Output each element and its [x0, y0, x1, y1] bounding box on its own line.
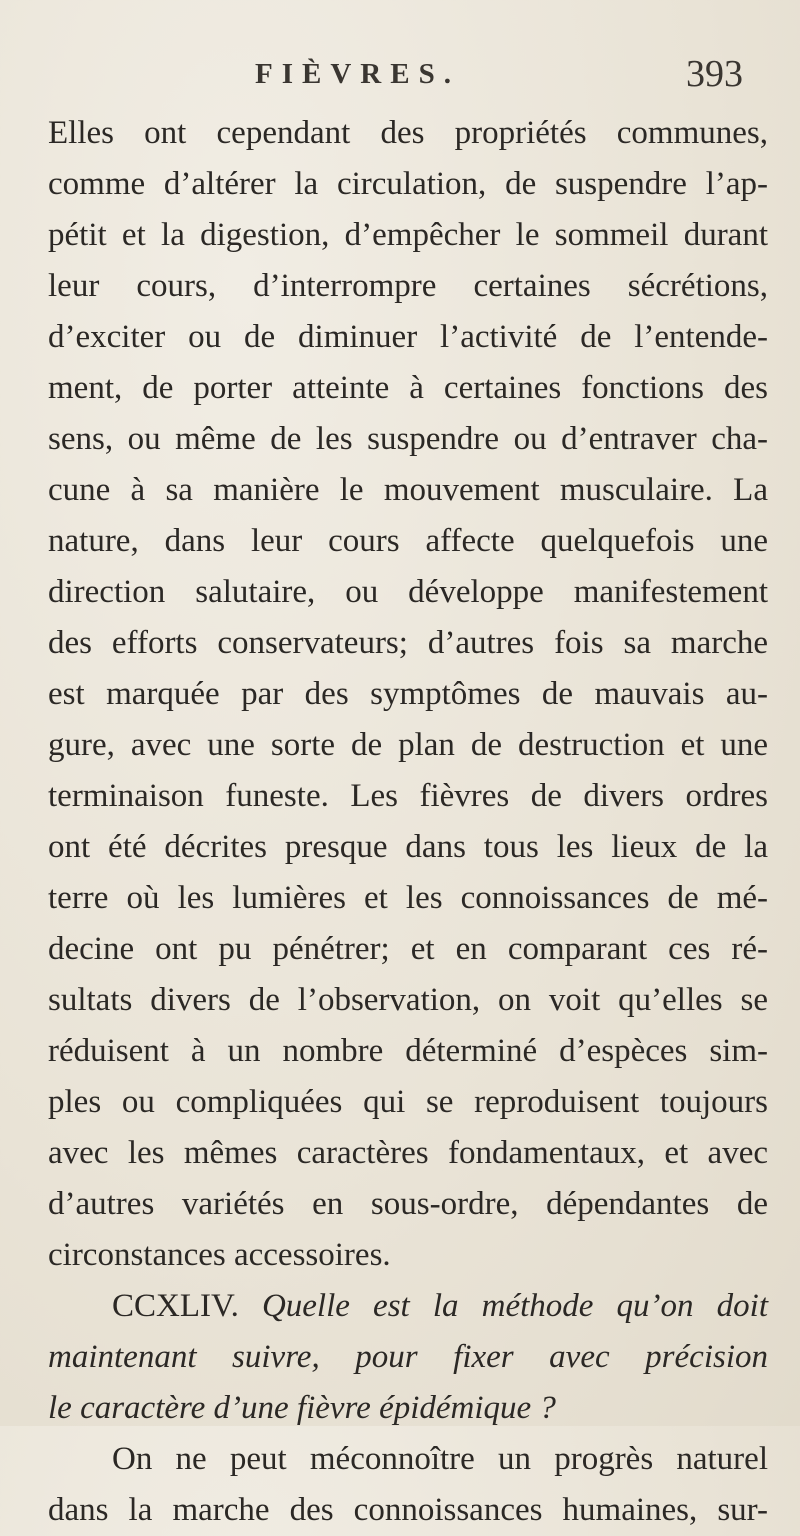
text-line: terminaison funeste. Les fièvres de divers ordres: [48, 778, 768, 814]
text-line: dans la marche des connoissances humaines, sur-: [48, 1492, 768, 1528]
text-line: nature, dans leur cours affecte quelquefois une: [48, 523, 768, 559]
text-line: Elles ont cependant des propriétés communes,: [48, 115, 768, 151]
text-line: cune à sa manière le mouvement musculaire. La: [48, 472, 768, 508]
text-line: ment, de porter atteinte à certaines fonctions des: [48, 370, 768, 406]
section-question: Quelle est la méthode qu’on doit: [261, 1288, 768, 1324]
text-line: direction salutaire, ou développe manifestement: [48, 574, 768, 610]
text-line: decine ont pu pénétrer; et en comparant ces ré-: [48, 931, 768, 967]
section-number: CCXLIV.: [112, 1288, 239, 1324]
text-line: réduisent à un nombre déterminé d’espèces sim-: [48, 1033, 768, 1069]
page-number: 393: [686, 53, 743, 95]
text-line: ples ou compliquées qui se reproduisent toujours: [48, 1084, 768, 1120]
text-line: est marquée par des symptômes de mauvais au-: [48, 676, 768, 712]
body-text: [48, 108, 768, 1536]
text-line: comme d’altérer la circulation, de suspendre l’ap-: [48, 166, 768, 202]
text-line: gure, avec une sorte de plan de destruction et une: [48, 727, 768, 763]
section-heading-line: [48, 1281, 768, 1332]
text-line: circonstances accessoires.: [48, 1237, 391, 1273]
text-line: leur cours, d’interrompre certaines sécrétions,: [48, 268, 768, 304]
text-line: ont été décrites presque dans tous les lieux de la: [48, 829, 768, 865]
text-line: avec les mêmes caractères fondamentaux, et avec: [48, 1135, 768, 1171]
section-question-line: le caractère d’une fièvre épidémique ?: [48, 1390, 556, 1426]
page-header: [0, 52, 800, 112]
text-line: sultats divers de l’observation, on voit qu’elles se: [48, 982, 768, 1018]
text-line: sens, ou même de les suspendre ou d’entraver cha-: [48, 421, 768, 457]
text-line: des efforts conservateurs; d’autres fois sa marche: [48, 625, 768, 661]
text-line: d’autres variétés en sous-ordre, dépendantes de: [48, 1186, 768, 1222]
text-line: d’exciter ou de diminuer l’activité de l’entende-: [48, 319, 768, 355]
text-line: On ne peut méconnoître un progrès naturel: [112, 1441, 768, 1477]
section-question-line: maintenant suivre, pour fixer avec précision: [48, 1339, 768, 1375]
text-line: terre où les lumières et les connoissances de mé-: [48, 880, 768, 916]
running-title: FIÈVRES.: [255, 58, 460, 90]
text-line: pétit et la digestion, d’empêcher le sommeil durant: [48, 217, 768, 253]
